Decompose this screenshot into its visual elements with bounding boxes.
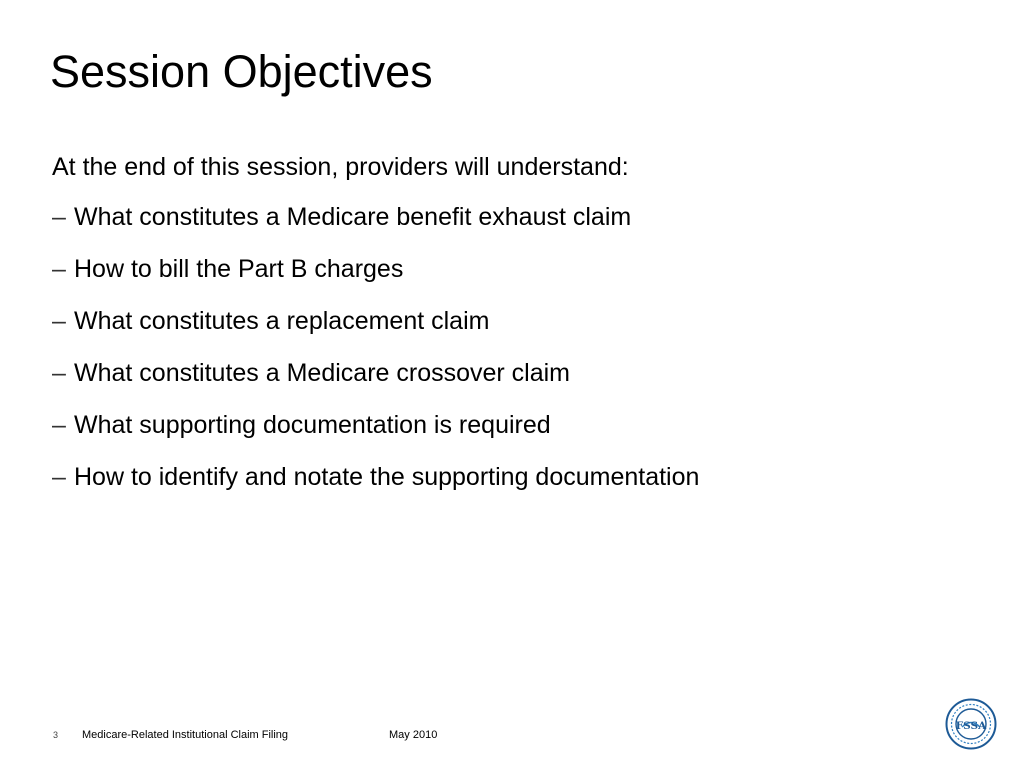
bullet-dash: – xyxy=(52,463,66,491)
list-item xyxy=(52,306,992,336)
list-item xyxy=(52,358,992,388)
list-item xyxy=(52,202,992,232)
list-item xyxy=(52,254,992,284)
slide-content xyxy=(52,144,992,492)
svg-text:FSSA: FSSA xyxy=(955,720,987,732)
list-item-text: What supporting documentation is required xyxy=(74,411,551,439)
intro-text: At the end of this session, providers will understand: xyxy=(52,153,629,181)
bullet-dash: – xyxy=(52,307,66,335)
bullet-dash: – xyxy=(52,411,66,439)
list-item xyxy=(52,462,992,492)
slide-title: Session Objectives xyxy=(50,46,433,97)
footer-date: May 2010 xyxy=(389,729,438,741)
list-item-text: How to bill the Part B charges xyxy=(74,255,404,283)
footer-title: Medicare-Related Institutional Claim Filing xyxy=(82,729,289,741)
list-item-text: What constitutes a Medicare benefit exhaust claim xyxy=(74,203,632,231)
list-item-text: What constitutes a replacement claim xyxy=(74,307,490,335)
list-item xyxy=(52,410,992,440)
objectives-list xyxy=(52,202,992,492)
page-number: 3 xyxy=(53,730,59,740)
bullet-dash: – xyxy=(52,203,66,231)
bullet-dash: – xyxy=(52,255,66,283)
fssa-seal-icon xyxy=(945,698,997,750)
list-item-text: How to identify and notate the supporting documentation xyxy=(74,463,700,491)
bullet-dash: – xyxy=(52,359,66,387)
list-item-text: What constitutes a Medicare crossover claim xyxy=(74,359,571,387)
